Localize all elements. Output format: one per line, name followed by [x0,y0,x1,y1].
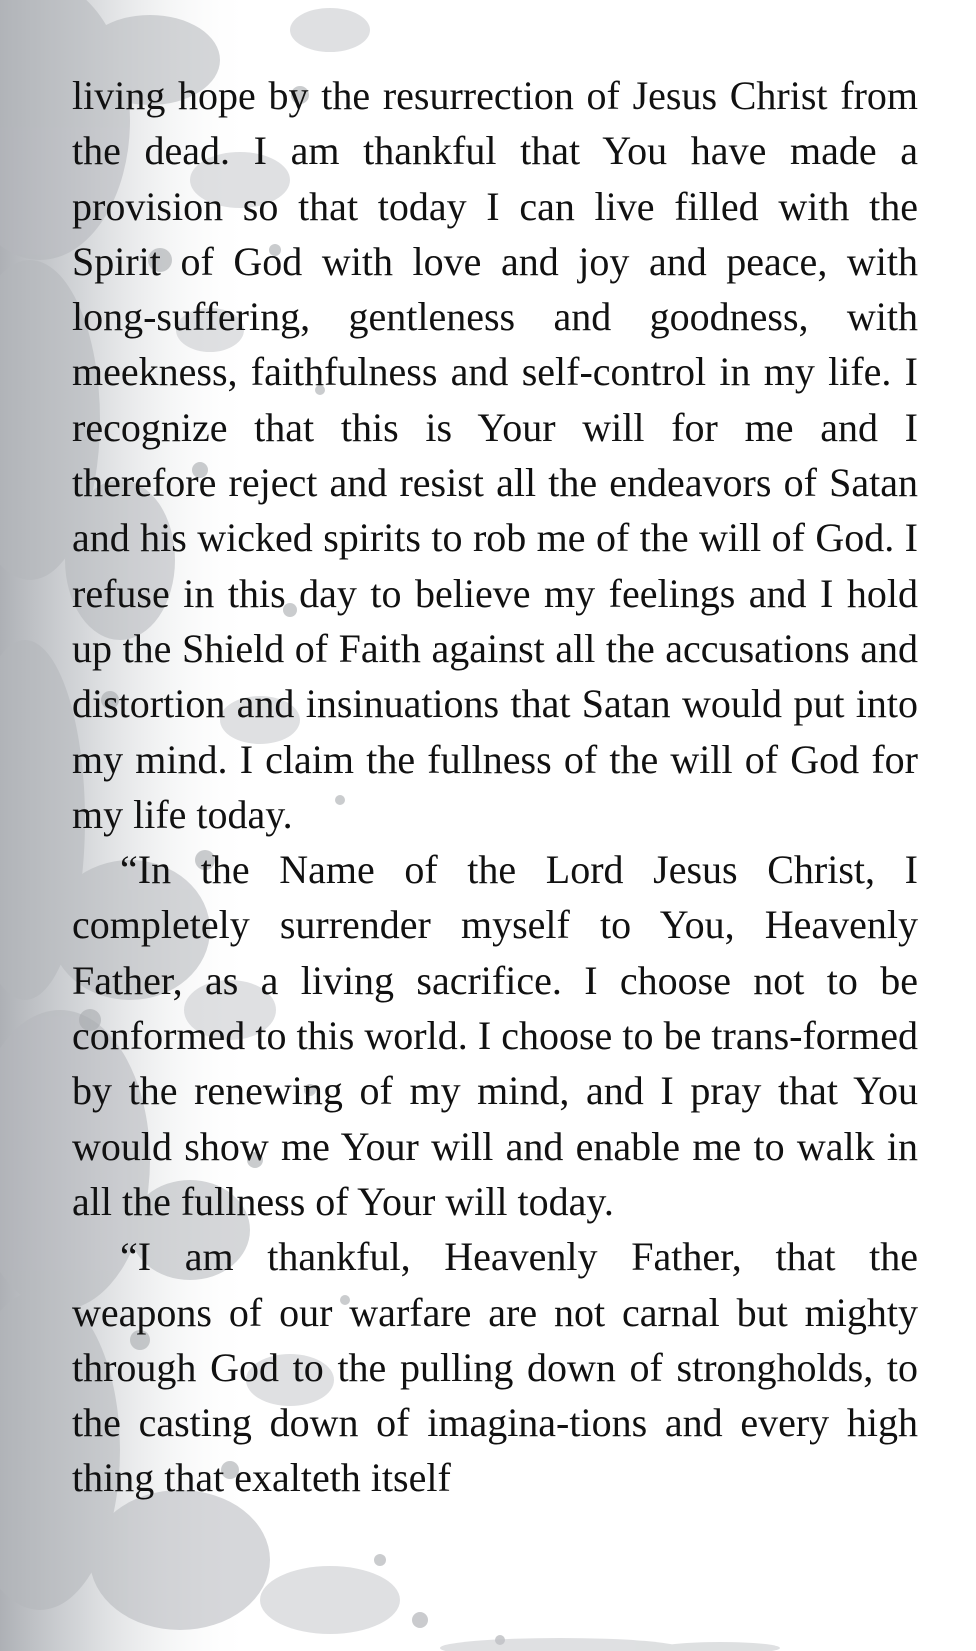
paragraph-2: “In the Name of the Lord Jesus Christ, I completely surrender myself to You, Heavenly Father, as a living sacrifice. I choose not to be conformed to this world. I choose to be trans-formed by the renewing of my mind, and I pray that You would show me Your will and enable me to walk in all the fullness of Your will today. [72,847,918,1224]
paragraph-3: “I am thankful, Heavenly Father, that the weapons of our warfare are not carnal but mighty through God to the pulling down of strongholds, to the casting down of imagina-tions and every high thing that exalteth itself [72,1234,918,1501]
paragraph-1: living hope by the resurrection of Jesus Christ from the dead. I am thankful that You have made a provision so that today I can live filled with the Spirit of God with love and joy and peace, with long-suffering, gentleness and goodness, with meekness, faithfulness and self-control in my life. I recognize that this is Your will for me and I therefore reject and resist all the endeavors of Satan and his wicked spirits to rob me of the will of God. I refuse in this day to believe my feelings and I hold up the Shield of Faith against all the accusations and distortion and insinuations that Satan would put into my mind. I claim the fullness of the will of God for my life today. [72,73,918,837]
body-text [72,68,918,1506]
